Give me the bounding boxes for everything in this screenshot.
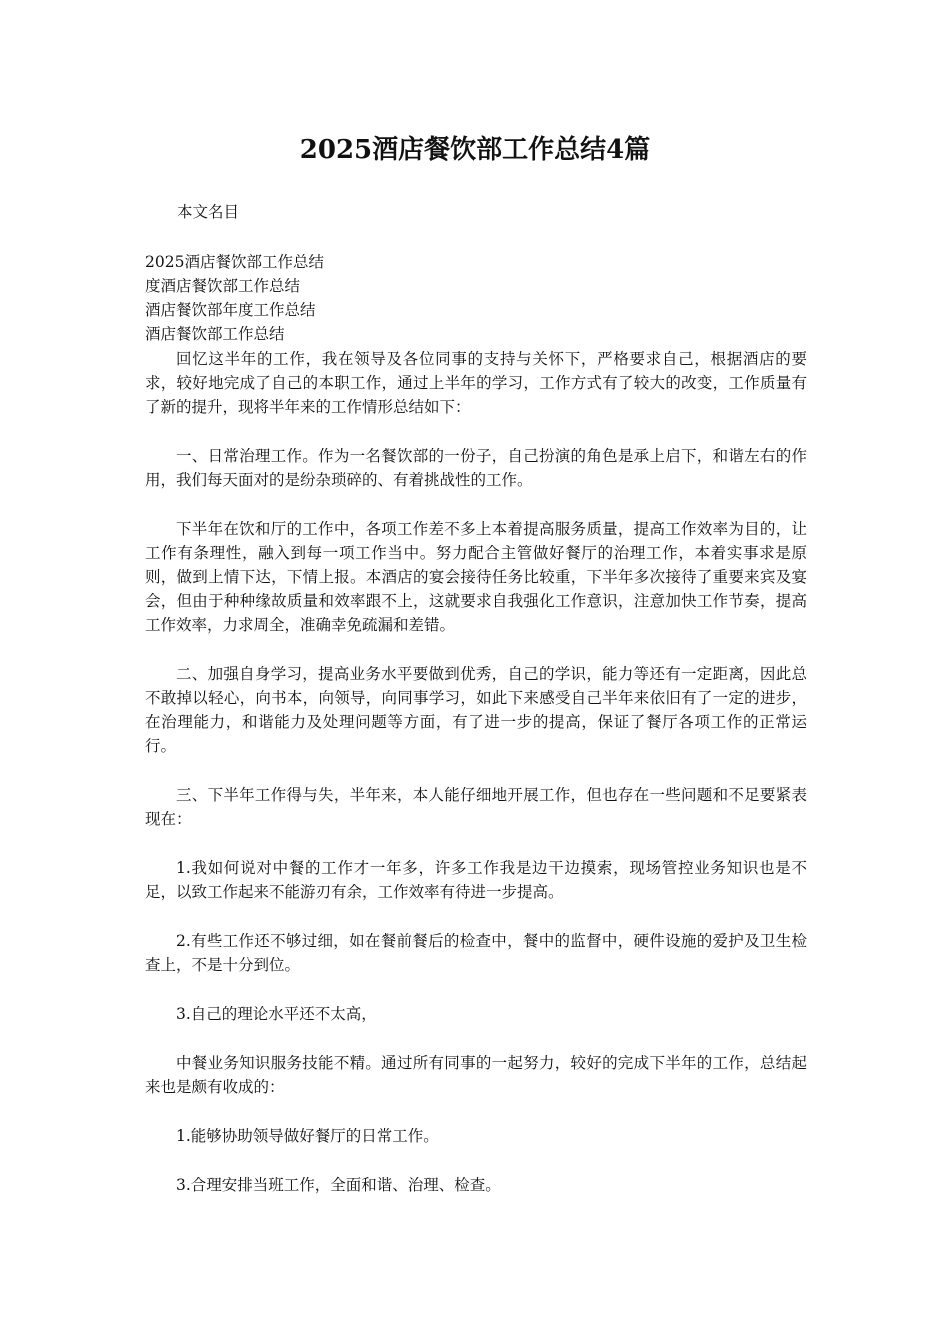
body-paragraph: 2.有些工作还不够过细，如在餐前餐后的检查中，餐中的监督中，硬件设施的爱护及卫生检查上，不是十分到位。 <box>145 932 807 974</box>
body-paragraph: 3.自己的理论水平还不太高， <box>176 1005 377 1023</box>
body-paragraph: 回忆这半年的工作，我在领导及各位同事的支持与关怀下，严格要求自己，根据酒店的要求，较好地完成了自己的本职工作，通过上半年的学习，工作方式有了较大的改变，工作质量有了新的提升，现将半年来的工作情形总结如下： <box>145 350 807 416</box>
toc-item: 酒店餐饮部工作总结 <box>145 325 285 343</box>
toc-heading: 本文名目 <box>177 203 240 221</box>
body-paragraph: 二、加强自身学习，提高业务水平要做到优秀，自己的学识，能力等还有一定距离，因此总不敢掉以轻心，向书本，向领导，向同事学习，如此下来感受自己半年来依旧有了一定的进步，在治理能力，和谐能力及处理问题等方面，有了进一步的提高，保证了餐厅各项工作的正常运行。 <box>145 665 807 755</box>
body-paragraph: 三、下半年工作得与失，半年来，本人能仔细地开展工作，但也存在一些问题和不足要紧表现在： <box>145 786 807 828</box>
body-paragraph: 3.合理安排当班工作，全面和谐、治理、检查。 <box>176 1176 501 1194</box>
body-paragraph: 中餐业务知识服务技能不精。通过所有同事的一起努力，较好的完成下半年的工作，总结起来也是颇有收成的： <box>145 1054 807 1096</box>
toc-item: 度酒店餐饮部工作总结 <box>145 277 301 295</box>
body-paragraph: 1.我如何说对中餐的工作才一年多，许多工作我是边干边摸索，现场管控业务知识也是不足，以致工作起来不能游刃有余，工作效率有待进一步提高。 <box>145 859 807 901</box>
body-paragraph: 一、日常治理工作。作为一名餐饮部的一份子，自己扮演的角色是承上启下，和谐左右的作用，我们每天面对的是纷杂琐碎的、有着挑战性的工作。 <box>145 447 807 489</box>
toc-item: 2025酒店餐饮部工作总结 <box>145 253 324 271</box>
table-of-contents <box>145 250 324 346</box>
document-body <box>145 347 807 1222</box>
toc-item: 酒店餐饮部年度工作总结 <box>145 301 316 319</box>
body-paragraph: 下半年在饮和厅的工作中，各项工作差不多上本着提高服务质量，提高工作效率为目的，让工作有条理性，融入到每一项工作当中。努力配合主管做好餐厅的治理工作，本着实事求是原则，做到上情下达，下情上报。本酒店的宴会接待任务比较重，下半年多次接待了重要来宾及宴会，但由于种种缘故质量和效率跟不上，这就要求自我强化工作意识，注意加快工作节奏，提高工作效率，力求周全，准确幸免疏漏和差错。 <box>145 520 807 634</box>
document-title: 2025酒店餐饮部工作总结4篇 <box>299 135 651 165</box>
body-paragraph: 1.能够协助领导做好餐厅的日常工作。 <box>176 1127 439 1145</box>
